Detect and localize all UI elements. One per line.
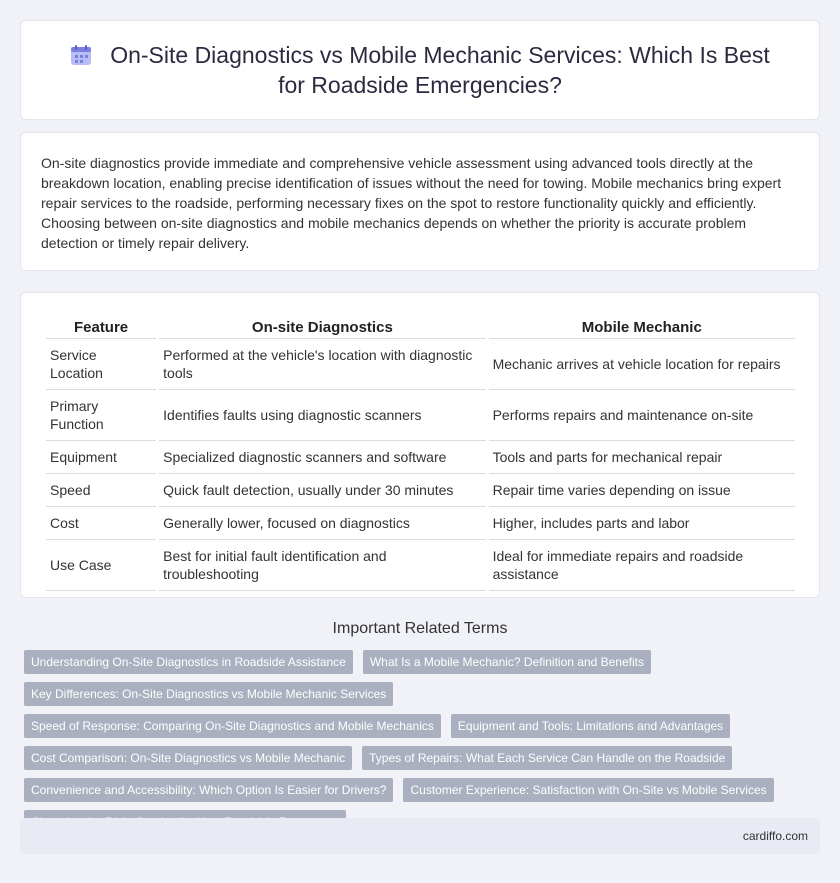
title-card (20, 20, 820, 120)
header-on-site-diagnostics: On-site Diagnostics (159, 313, 485, 339)
table-cell-feature: Cost (46, 507, 156, 540)
page-title (61, 40, 779, 100)
related-term-link[interactable]: Types of Repairs: What Each Service Can Handle on the Roadside (362, 746, 732, 770)
related-terms-list (20, 650, 820, 834)
table-cell-feature: Primary Function (46, 390, 156, 441)
table-cell-feature: Equipment (46, 441, 156, 474)
related-term-link[interactable]: Convenience and Accessibility: Which Option Is Easier for Drivers? (24, 778, 393, 802)
related-term-link[interactable]: Customer Experience: Satisfaction with On-Site vs Mobile Services (403, 778, 773, 802)
table-row (46, 507, 795, 540)
table-cell-diagnostics: Best for initial fault identification and troubleshooting (159, 540, 485, 591)
table-cell-diagnostics: Performed at the vehicle's location with diagnostic tools (159, 339, 485, 390)
table-row (46, 339, 795, 390)
summary-text: On-site diagnostics provide immediate and comprehensive vehicle assessment using advanced tools directly at the breakdown location, enabling precise identification of issues without the need for towing. Mobile mechanics bring expert repair services to the roadside, performing necessary fixes on the spot to restore functionality quickly and efficiently. Choosing between on-site diagnostics and mobile mechanics depends on whether the priority is accurate problem detection or timely repair delivery. (41, 155, 782, 251)
footer-site-name: cardiffo.com (742, 829, 808, 843)
header-mobile-mechanic: Mobile Mechanic (489, 313, 795, 339)
comparison-table (43, 313, 798, 591)
footer (20, 818, 820, 854)
table-cell-feature: Use Case (46, 540, 156, 591)
related-terms-heading: Important Related Terms (332, 620, 508, 637)
page-title-text: On-Site Diagnostics vs Mobile Mechanic Services: Which Is Best for Roadside Emergencies? (110, 42, 770, 98)
calendar-icon (70, 44, 92, 66)
related-terms-section (20, 620, 820, 834)
table-row (46, 474, 795, 507)
header-feature: Feature (46, 313, 156, 339)
table-cell-feature: Speed (46, 474, 156, 507)
table-row (46, 390, 795, 441)
related-term-link[interactable]: Understanding On-Site Diagnostics in Roadside Assistance (24, 650, 353, 674)
table-cell-diagnostics: Generally lower, focused on diagnostics (159, 507, 485, 540)
related-term-link[interactable]: Key Differences: On-Site Diagnostics vs Mobile Mechanic Services (24, 682, 393, 706)
related-term-link[interactable]: Speed of Response: Comparing On-Site Diagnostics and Mobile Mechanics (24, 714, 441, 738)
table-cell-mechanic: Ideal for immediate repairs and roadside assistance (489, 540, 795, 591)
summary-card (20, 132, 820, 271)
table-row (46, 441, 795, 474)
related-term-link[interactable]: What Is a Mobile Mechanic? Definition and Benefits (363, 650, 651, 674)
table-cell-mechanic: Performs repairs and maintenance on-site (489, 390, 795, 441)
table-cell-mechanic: Repair time varies depending on issue (489, 474, 795, 507)
table-cell-feature: Service Location (46, 339, 156, 390)
table-cell-mechanic: Tools and parts for mechanical repair (489, 441, 795, 474)
comparison-table-card (20, 292, 820, 598)
table-cell-mechanic: Mechanic arrives at vehicle location for repairs (489, 339, 795, 390)
table-header-row (46, 313, 795, 339)
table-cell-diagnostics: Identifies faults using diagnostic scanners (159, 390, 485, 441)
table-cell-diagnostics: Specialized diagnostic scanners and software (159, 441, 485, 474)
related-term-link[interactable]: Cost Comparison: On-Site Diagnostics vs Mobile Mechanic (24, 746, 352, 770)
table-cell-mechanic: Higher, includes parts and labor (489, 507, 795, 540)
related-term-link[interactable]: Equipment and Tools: Limitations and Advantages (451, 714, 730, 738)
table-cell-diagnostics: Quick fault detection, usually under 30 minutes (159, 474, 485, 507)
table-row (46, 540, 795, 591)
